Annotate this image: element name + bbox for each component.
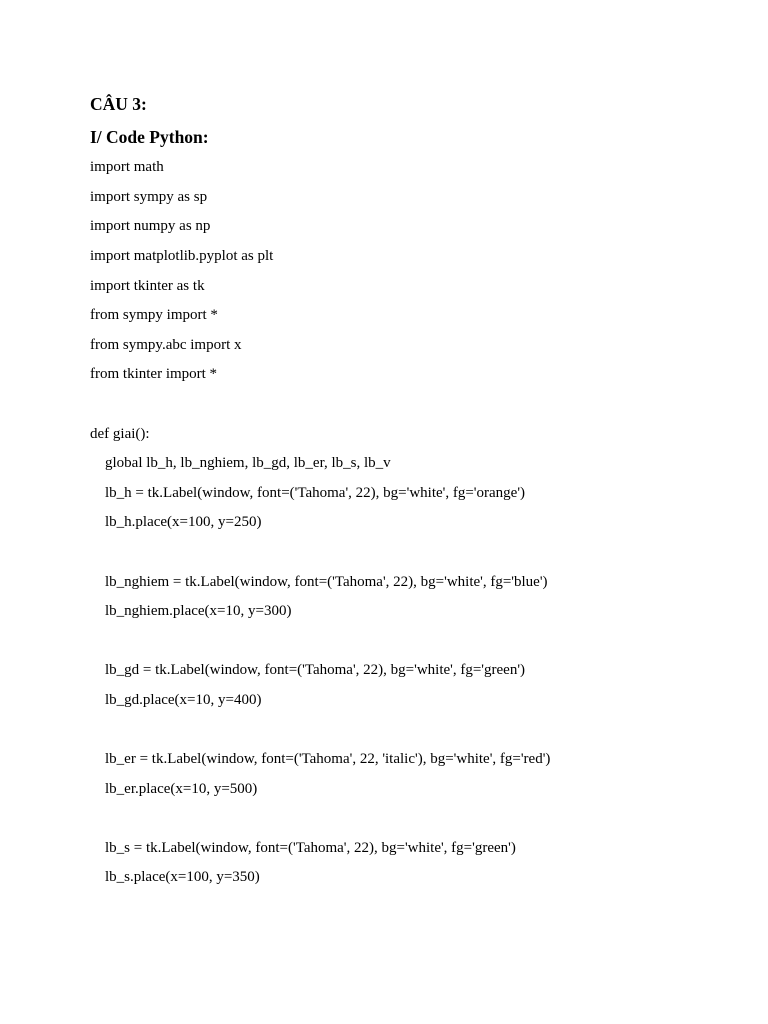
label-block-lb-nghiem: [105, 568, 748, 627]
import-line: from sympy import *: [90, 307, 218, 324]
global-statement: global lb_h, lb_nghiem, lb_gd, lb_er, lb_s, lb_v: [105, 455, 391, 472]
function-giai: [90, 420, 748, 894]
label-place-line: lb_s.place(x=100, y=350): [105, 869, 260, 886]
document-body: [90, 89, 748, 893]
import-line: import numpy as np: [90, 218, 211, 235]
import-line: import matplotlib.pyplot as plt: [90, 247, 274, 264]
function-signature: def giai():: [90, 425, 150, 442]
label-place-line: lb_nghiem.place(x=10, y=300): [105, 603, 292, 620]
label-place-line: lb_h.place(x=100, y=250): [105, 514, 262, 531]
import-line: import sympy as sp: [90, 188, 208, 205]
import-statements: [90, 153, 748, 390]
python-code: [90, 153, 748, 893]
import-line: import tkinter as tk: [90, 277, 205, 294]
question-heading: CÂU 3:: [90, 94, 147, 114]
section-heading: I/ Code Python:: [90, 127, 209, 147]
label-block-lb-gd: [105, 656, 748, 715]
label-create-line: lb_nghiem = tk.Label(window, font=('Tahoma', 22), bg='white', fg='blue'): [105, 573, 548, 590]
label-place-line: lb_er.place(x=10, y=500): [105, 780, 258, 797]
label-block-lb-er: [105, 745, 748, 804]
label-create-line: lb_s = tk.Label(window, font=('Tahoma', 22), bg='white', fg='green'): [105, 839, 516, 856]
label-block-lb-h: [105, 479, 748, 538]
function-body: [90, 449, 748, 893]
import-line: import math: [90, 159, 164, 176]
import-line: from sympy.abc import x: [90, 336, 242, 353]
import-line: from tkinter import *: [90, 366, 218, 383]
label-create-line: lb_gd = tk.Label(window, font=('Tahoma', 22), bg='white', fg='green'): [105, 662, 526, 679]
label-place-line: lb_gd.place(x=10, y=400): [105, 691, 262, 708]
label-create-line: lb_h = tk.Label(window, font=('Tahoma', 22), bg='white', fg='orange'): [105, 484, 526, 501]
label-block-lb-s: [105, 834, 748, 893]
label-create-line: lb_er = tk.Label(window, font=('Tahoma', 22, 'italic'), bg='white', fg='red'): [105, 751, 551, 768]
